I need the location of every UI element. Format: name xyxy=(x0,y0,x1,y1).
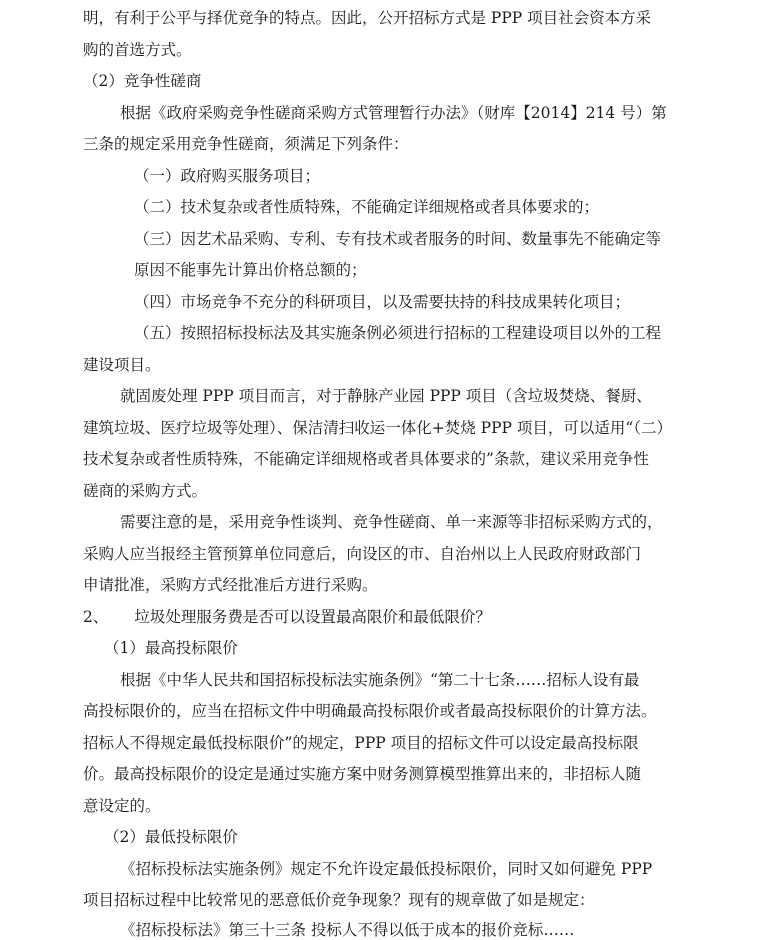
body-text-line: 采购人应当报经主管预算单位同意后，向设区的市、自治州以上人民政府财政部门 xyxy=(83,545,642,563)
body-text-line: 项目招标过程中比较常见的恶意低价竞争现象？现有的规章做了如是规定： xyxy=(83,891,595,909)
list-item-continuation: 原因不能事先计算出价格总额的； xyxy=(134,261,367,279)
body-text-line: 需要注意的是，采用竞争性谈判、竞争性磋商、单一来源等非招标采购方式的， xyxy=(120,513,663,531)
body-text-line: 意设定的。 xyxy=(83,797,161,815)
body-text-line: 建筑垃圾、医疗垃圾等处理）、保洁清扫收运一体化+焚烧 PPP 项目，可以适用“（二） xyxy=(83,419,673,437)
section-heading: （2）竞争性磋商 xyxy=(83,72,202,90)
body-text-line: 购的首选方式。 xyxy=(83,41,192,59)
list-item: （二）技术复杂或者性质特殊，不能确定详细规格或者具体要求的； xyxy=(134,198,600,216)
body-text-line: 磋商的采购方式。 xyxy=(83,482,208,500)
body-text-line: 根据《中华人民共和国招标投标法实施条例》“第二十七条……招标人设有最 xyxy=(120,671,640,689)
body-text-line: 明，有利于公平与择优竞争的特点。因此，公开招标方式是 PPP 项目社会资本方采 xyxy=(83,9,652,27)
list-item: （四）市场竞争不充分的科研项目，以及需要扶持的科技成果转化项目； xyxy=(134,293,631,311)
body-text-line: 《招标投标法实施条例》规定不允许设定最低投标限价，同时又如何避免 PPP xyxy=(120,860,653,878)
list-item: （一）政府购买服务项目； xyxy=(134,167,321,185)
section-heading: （2）最低投标限价 xyxy=(104,828,238,846)
body-text-line: 价。最高投标限价的设定是通过实施方案中财务测算模型推算出来的，非招标人随 xyxy=(83,765,642,783)
question-text: 垃圾处理服务费是否可以设置最高限价和最低限价？ xyxy=(134,608,491,626)
numbered-question xyxy=(83,607,491,627)
list-item: （三）因艺术品采购、专利、专有技术或者服务的时间、数量事先不能确定等 xyxy=(134,230,662,248)
list-item-continuation: 建设项目。 xyxy=(83,356,161,374)
body-text-line: 三条的规定采用竞争性磋商，须满足下列条件： xyxy=(83,135,409,153)
body-text-line: 技术复杂或者性质特殊，不能确定详细规格或者具体要求的”条款，建议采用竞争性 xyxy=(83,450,649,468)
section-heading: （1）最高投标限价 xyxy=(104,639,238,657)
body-text-line: 高投标限价的，应当在招标文件中明确最高投标限价或者最高投标限价的计算方法。 xyxy=(83,702,657,720)
body-text-line: 就固废处理 PPP 项目而言，对于静脉产业园 PPP 项目（含垃圾焚烧、餐厨、 xyxy=(120,387,652,405)
body-text-line: 招标人不得规定最低投标限价”的规定，PPP 项目的招标文件可以设定最高投标限 xyxy=(83,734,639,752)
list-item: （五）按照招标投标法及其实施条例必须进行招标的工程建设项目以外的工程 xyxy=(134,324,662,342)
question-number: 2、 xyxy=(83,608,109,626)
body-text-line: 根据《政府采购竞争性磋商采购方式管理暂行办法》（财库【2014】214 号）第 xyxy=(120,104,667,122)
body-text-line: 申请批准，采购方式经批准后方进行采购。 xyxy=(83,576,378,594)
body-text-line-partial: 《招标投标法》第三十三条 投标人不得以低于成本的报价竞标…… xyxy=(120,921,575,939)
